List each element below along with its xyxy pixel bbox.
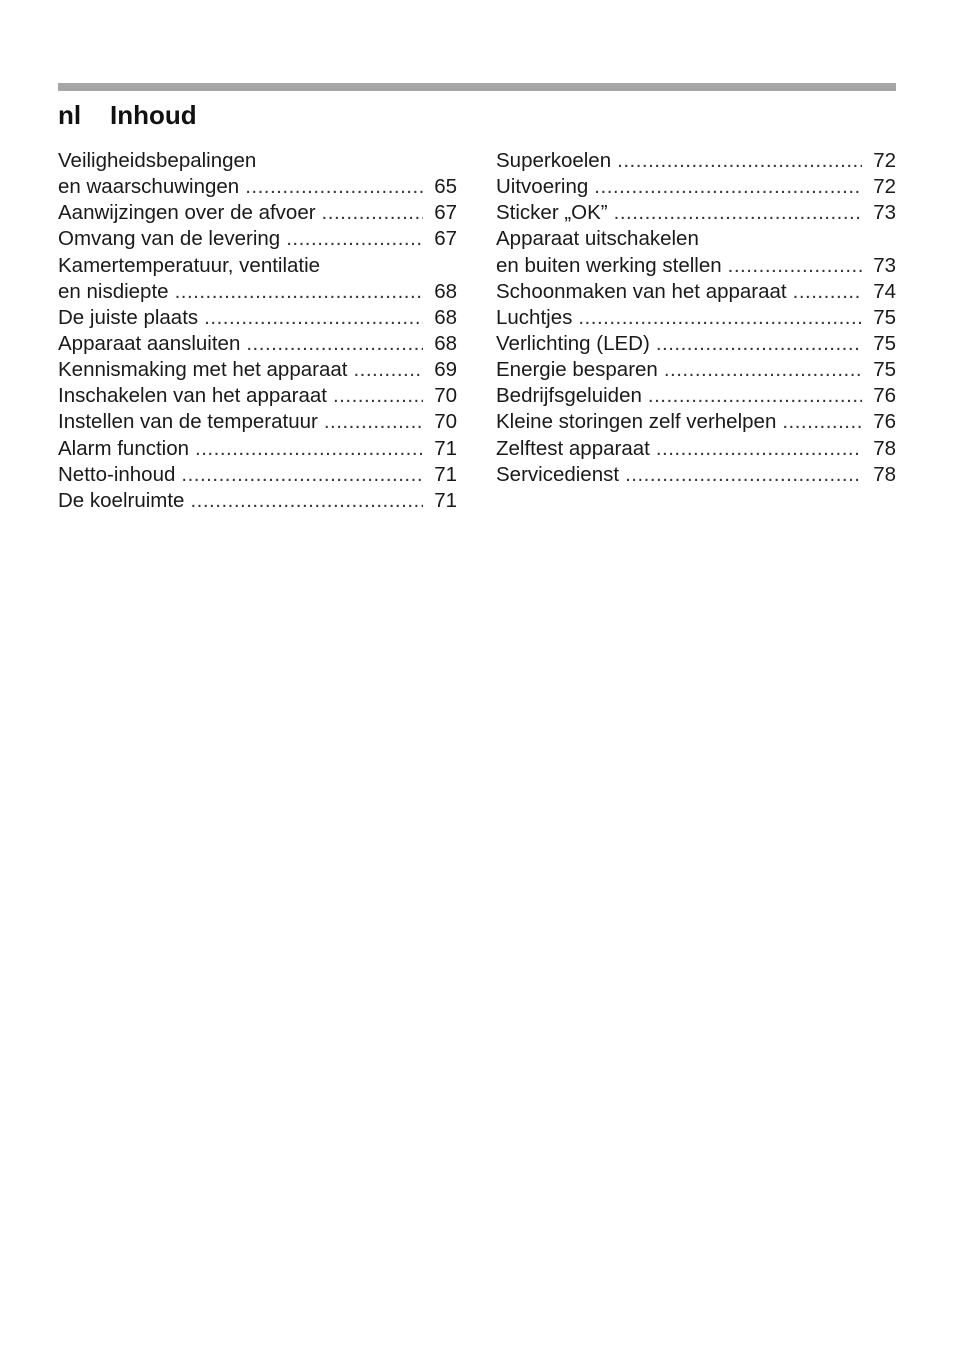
toc-entry-line [58,253,457,279]
toc-page-number: 68 [434,279,457,303]
toc-page-number: 71 [434,436,457,460]
toc-entry-line [58,409,457,435]
toc-entry[interactable] [58,462,457,488]
toc-entry-line [496,148,896,174]
toc-entry[interactable] [58,148,457,200]
toc-entry-title: Instellen van de temperatuur [58,410,318,434]
toc-entry-line [496,279,896,305]
dot-leader [175,279,423,305]
toc-page-number: 65 [434,175,457,199]
toc-entry[interactable] [58,383,457,409]
toc-entry-title: Sticker „OK” [496,201,608,225]
dot-leader [246,331,423,357]
toc-entry-line [496,174,896,200]
toc-page-number: 68 [434,331,457,355]
toc-page-number: 75 [873,305,896,329]
toc-entry-title: Servicedienst [496,462,620,486]
toc-entry-title: De juiste plaats [58,305,199,329]
toc-entry-line [58,436,457,462]
toc-page-number: 70 [434,410,457,434]
dot-leader [648,383,862,409]
toc-entry[interactable] [496,383,896,409]
toc-entry-title: Energie besparen [496,358,658,382]
toc-entry-title: Bedrijfsgeluiden [496,384,642,408]
toc-entry-line [496,226,896,252]
toc-entry[interactable] [496,148,896,174]
page-title: Inhoud [110,100,197,130]
toc-entry-line [58,462,457,488]
toc-entry-line [496,253,896,279]
toc-entry-title: De koelruimte [58,488,185,512]
dot-leader [245,174,423,200]
dot-leader [286,226,423,252]
toc-page-number: 75 [873,331,896,355]
toc-entry-line [58,174,457,200]
toc-page-number: 72 [873,149,896,172]
toc-entry-title: Apparaat aansluiten [58,331,241,355]
toc-entry-line [58,331,457,357]
toc-page-number: 72 [873,175,896,199]
toc-entry-title: Kleine storingen zelf verhelpen [496,410,777,434]
dot-leader [324,409,423,435]
toc-entry-line [496,436,896,462]
toc-entry-line [496,200,896,226]
toc-page-number: 73 [873,253,896,277]
dot-leader [782,409,862,435]
dot-leader [594,174,862,200]
toc-entry-title: Uitvoering [496,175,589,199]
toc-entry-line [58,357,457,383]
toc-entry[interactable] [58,409,457,435]
toc-entry-title: Aanwijzingen over de afvoer [58,201,316,225]
toc-entry[interactable] [496,174,896,200]
toc-entry-line [58,200,457,226]
toc-entry-title: Kennismaking met het apparaat [58,358,348,382]
toc-column-right [496,148,896,488]
dot-leader [578,305,862,331]
toc-entry[interactable] [58,226,457,252]
toc-entry-title: en nisdiepte [58,279,169,303]
dot-leader [181,462,423,488]
toc-entry[interactable] [496,436,896,462]
toc-page-number: 69 [434,358,457,382]
toc-entry-title: Luchtjes [496,305,573,329]
dot-leader [190,488,423,514]
toc-entry-title: Inschakelen van het apparaat [58,384,327,408]
toc-entry-line [496,357,896,383]
toc-column-left [58,148,457,514]
dot-leader [656,331,862,357]
toc-entry[interactable] [496,279,896,305]
toc-entry-line [496,305,896,331]
toc-page-number: 75 [873,358,896,382]
toc-entry[interactable] [58,436,457,462]
toc-page-number: 71 [434,488,457,512]
toc-page-number: 78 [873,436,896,460]
toc-entry[interactable] [496,331,896,357]
toc-page-number: 68 [434,305,457,329]
dot-leader [204,305,423,331]
toc-entry-line [58,488,457,514]
dot-leader [728,253,862,279]
toc-entry-title: en waarschuwingen [58,175,240,199]
dot-leader [617,148,862,174]
toc-entry[interactable] [496,305,896,331]
toc-page-number: 73 [873,201,896,225]
toc-entry[interactable] [58,200,457,226]
toc-entry-title: Veiligheidsbepalingen [58,149,257,172]
toc-entry[interactable] [496,462,896,488]
dot-leader [656,436,862,462]
toc-page-number: 71 [434,462,457,486]
toc-entry-line [496,331,896,357]
dot-leader [664,357,862,383]
toc-entry-line [58,305,457,331]
toc-entry-line [496,462,896,488]
dot-leader [322,200,423,226]
toc-entry[interactable] [496,226,896,278]
section-header [58,100,197,132]
toc-entry[interactable] [496,409,896,435]
dot-leader [793,279,862,305]
toc-entry[interactable] [58,331,457,357]
toc-entry[interactable] [58,305,457,331]
dot-leader [625,462,862,488]
toc-entry-title: Omvang van de levering [58,227,281,251]
toc-page-number: 74 [873,279,896,303]
toc-entry-title: Alarm function [58,436,190,460]
toc-entry-title: Zelftest apparaat [496,436,650,460]
toc-page-number: 78 [873,462,896,486]
toc-entry[interactable] [496,200,896,226]
toc-entry-line [58,383,457,409]
toc-page-number: 67 [434,227,457,251]
language-code: nl [58,100,82,130]
toc-page-number: 67 [434,201,457,225]
toc-entry[interactable] [58,357,457,383]
toc-entry-title: Apparaat uitschakelen [496,227,699,251]
toc-entry-title: en buiten werking stellen [496,253,722,277]
dot-leader [353,357,423,383]
toc-entry-title: Verlichting (LED) [496,331,650,355]
toc-entry-line [496,409,896,435]
dot-leader [333,383,423,409]
toc-entry[interactable] [58,253,457,305]
toc-entry-title: Netto-inhoud [58,462,176,486]
toc-entry-line [58,148,457,174]
dot-leader [195,436,423,462]
toc-entry-title: Kamertemperatuur, ventilatie [58,253,321,277]
dot-leader [614,200,862,226]
toc-entry[interactable] [58,488,457,514]
toc-entry-title: Superkoelen [496,149,612,172]
toc-entry-line [58,226,457,252]
toc-entry-line [58,279,457,305]
toc-page-number: 70 [434,384,457,408]
toc-entry-title: Schoonmaken van het apparaat [496,279,787,303]
toc-entry-line [496,383,896,409]
toc-entry[interactable] [496,357,896,383]
toc-page-number: 76 [873,410,896,434]
header-rule [58,83,896,91]
toc-page-number: 76 [873,384,896,408]
